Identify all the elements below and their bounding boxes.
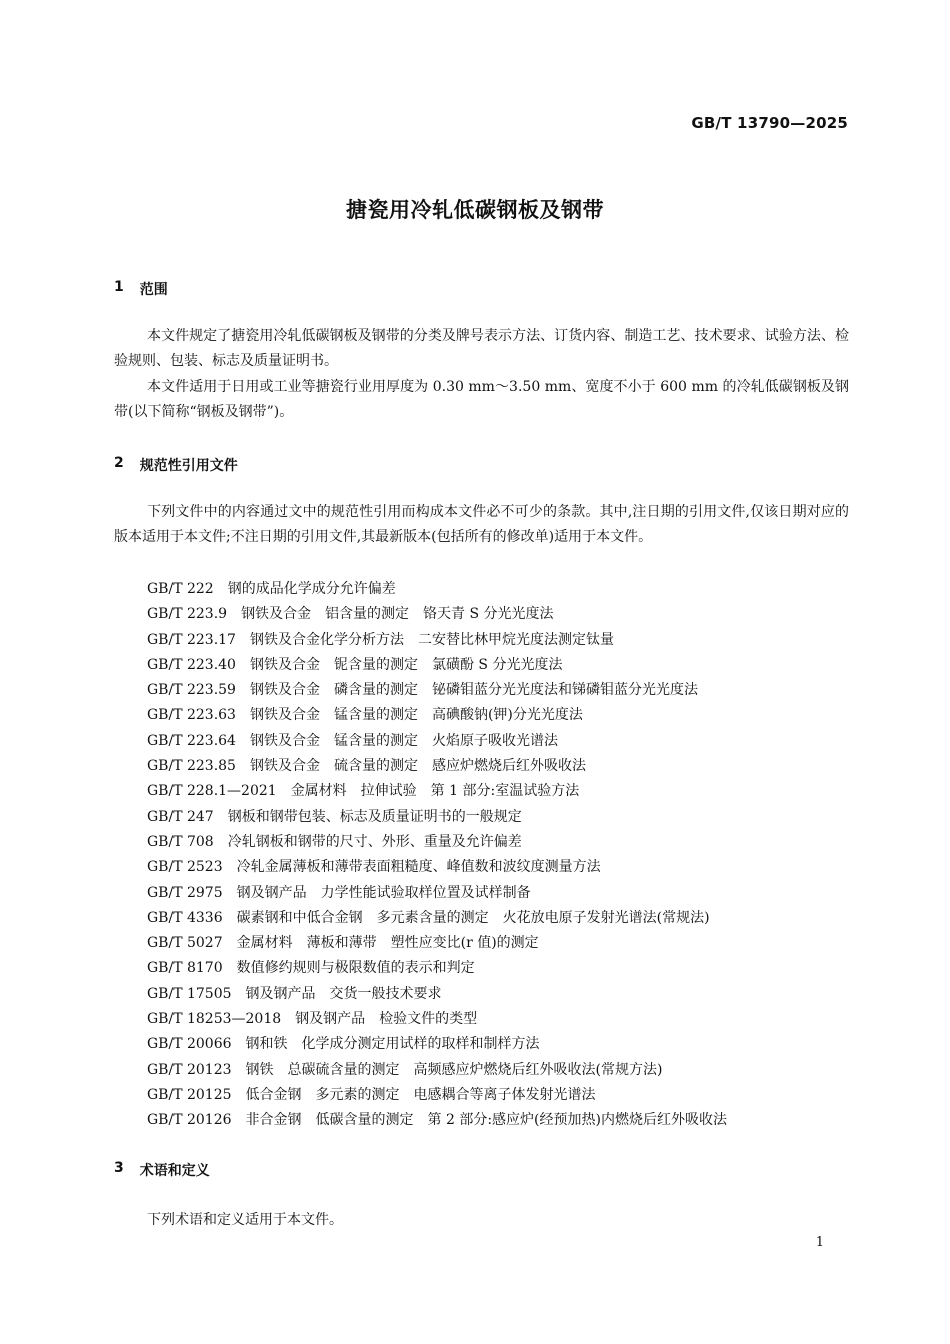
reference-name: 钢的成品化学成分允许偏差 [227,581,396,597]
reference-code: GB/T 20125 [147,1086,232,1103]
reference-name: 钢铁及合金 磷含量的测定 铋磷钼蓝分光光度法和锑磷钼蓝分光光度法 [249,682,698,699]
reference-code: GB/T 708 [147,833,214,850]
section-2-paragraph-1: 下列文件中的内容通过文中的规范性引用而构成本文件必不可少的条款。其中,注日期的引用文件,仅该日期对应的版本适用于本文件;不注日期的引用文件,其最新版本(包括所有的修改单)适用于本文件。 [114,504,849,545]
reference-name: 非合金钢 低碳含量的测定 第 2 部分:感应炉(经预加热)内燃烧后红外吸收法 [245,1112,727,1129]
section-3-title: 术语和定义 [139,1163,210,1179]
reference-item [147,703,727,728]
standard-code: GB/T 13790—2025 [691,114,848,132]
reference-name: 钢铁及合金 铌含量的测定 氯磺酚 S 分光光度法 [249,656,563,673]
reference-name: 冷轧金属薄板和薄带表面粗糙度、峰值数和波纹度测量方法 [236,859,601,876]
reference-name: 低合金钢 多元素的测定 电感耦合等离子体发射光谱法 [245,1086,596,1103]
reference-code: GB/T 223.40 [147,656,236,673]
reference-name: 碳素钢和中低合金钢 多元素含量的测定 火花放电原子发射光谱法(常规法) [236,909,710,926]
reference-item [147,602,727,627]
reference-code: GB/T 2523 [147,859,223,876]
section-3-heading [114,1160,210,1180]
reference-item [147,577,727,602]
section-1-title: 范围 [139,282,168,298]
reference-code: GB/T 223.17 [147,631,236,648]
reference-code: GB/T 223.9 [147,606,228,623]
reference-code: GB/T 222 [147,581,214,597]
reference-code: GB/T 247 [147,808,214,825]
reference-item [147,805,727,830]
reference-code: GB/T 20126 [147,1112,232,1129]
section-1-paragraph-1: 本文件规定了搪瓷用冷轧低碳钢板及钢带的分类及牌号表示方法、订货内容、制造工艺、技术要求、试验方法、检验规则、包装、标志及质量证明书。 [114,328,849,369]
section-1-heading [114,279,168,299]
reference-item [147,653,727,678]
section-2-number: 2 [114,455,124,471]
section-3-paragraph-1: 下列术语和定义适用于本文件。 [147,1212,343,1228]
reference-item [147,931,727,956]
reference-item [147,1108,727,1133]
section-3-number: 3 [114,1160,124,1176]
section-1-number: 1 [114,279,124,295]
reference-item [147,1032,727,1057]
reference-name: 钢及钢产品 检验文件的类型 [295,1011,478,1028]
reference-code: GB/T 8170 [147,960,223,977]
reference-name: 冷轧钢板和钢带的尺寸、外形、重量及允许偏差 [227,833,522,850]
reference-name: 数值修约规则与极限数值的表示和判定 [236,960,475,977]
reference-item [147,754,727,779]
reference-item [147,678,727,703]
document-title: 搪瓷用冷轧低碳钢板及钢带 [346,198,604,222]
reference-code: GB/T 228.1—2021 [147,783,277,800]
reference-item [147,956,727,981]
reference-item [147,729,727,754]
normative-reference-list [147,577,727,1134]
reference-name: 钢及钢产品 力学性能试验取样位置及试样制备 [236,884,531,901]
reference-item [147,982,727,1007]
reference-item [147,628,727,653]
reference-code: GB/T 223.64 [147,732,236,749]
reference-name: 钢铁 总碳硫含量的测定 高频感应炉燃烧后红外吸收法(常规方法) [245,1061,663,1078]
reference-name: 金属材料 薄板和薄带 塑性应变比(r 值)的测定 [236,935,539,952]
reference-item [147,1007,727,1032]
reference-code: GB/T 223.63 [147,707,236,724]
reference-code: GB/T 17505 [147,985,232,1002]
reference-name: 钢铁及合金 锰含量的测定 火焰原子吸收光谱法 [249,732,558,749]
reference-code: GB/T 5027 [147,935,223,952]
reference-code: GB/T 2975 [147,884,223,901]
reference-name: 钢铁及合金化学分析方法 二安替比林甲烷光度法测定钛量 [249,631,614,648]
reference-code: GB/T 18253—2018 [147,1011,282,1028]
reference-name: 钢铁及合金 硫含量的测定 感应炉燃烧后红外吸收法 [249,758,586,775]
reference-item [147,906,727,931]
reference-name: 钢和铁 化学成分测定用试样的取样和制样方法 [245,1036,540,1053]
reference-item [147,1058,727,1083]
reference-item [147,779,727,804]
reference-name: 钢铁及合金 锰含量的测定 高碘酸钠(钾)分光光度法 [249,707,583,724]
section-2-title: 规范性引用文件 [139,458,238,474]
page-number: 1 [815,1235,824,1250]
section-1-paragraph-2: 本文件适用于日用或工业等搪瓷行业用厚度为 0.30 mm～3.50 mm、宽度不小于 600 mm 的冷轧低碳钢板及钢带(以下简称“钢板及钢带”)。 [114,379,849,420]
reference-code: GB/T 20066 [147,1036,232,1053]
reference-name: 钢及钢产品 交货一般技术要求 [245,985,442,1002]
reference-code: GB/T 223.85 [147,758,236,775]
section-2-heading [114,455,238,475]
reference-code: GB/T 223.59 [147,682,236,699]
reference-name: 钢铁及合金 铝含量的测定 铬天青 S 分光光度法 [241,606,554,623]
reference-item [147,855,727,880]
reference-code: GB/T 20123 [147,1061,232,1078]
reference-name: 钢板和钢带包装、标志及质量证明书的一般规定 [227,808,522,825]
reference-item [147,881,727,906]
reference-name: 金属材料 拉伸试验 第 1 部分:室温试验方法 [290,783,580,800]
reference-item [147,1083,727,1108]
reference-code: GB/T 4336 [147,909,223,926]
reference-item [147,830,727,855]
